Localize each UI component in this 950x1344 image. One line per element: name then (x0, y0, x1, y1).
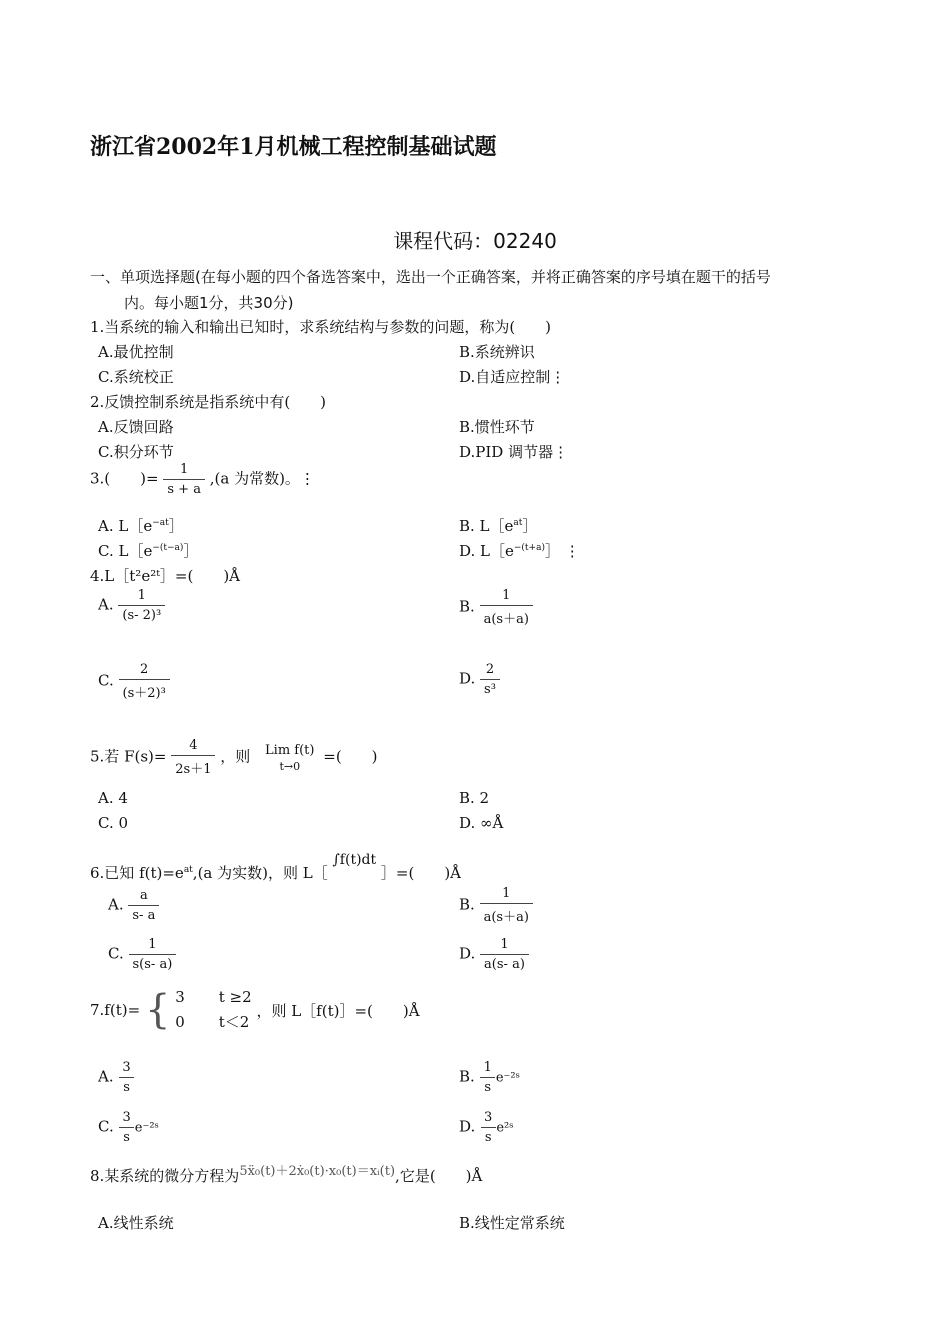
q6-option-d: D. $\frac{1}{a(s- a)}$ (459, 937, 529, 972)
q7-option-c: C. $\frac{3}{s}$ e⁻²ˢ (98, 1110, 159, 1145)
q5-option-d: D. ∞Å (459, 814, 504, 832)
q1-option-d: D.自适应控制⋮ (459, 368, 566, 386)
q8-equation: 5ẍ₀(t)＋2ẋ₀(t)·x₀(t)＝xᵢ(t) (239, 1164, 396, 1179)
q3-prefix: 3.( )= (90, 469, 159, 488)
q2-option-d: D.PID 调节器⋮ (459, 443, 569, 461)
piecewise-brace: { (144, 987, 171, 1033)
q1-option-c: C.系统校正 (98, 368, 174, 386)
question-3-stem (90, 462, 315, 497)
q3-denominator: s + a (163, 479, 205, 497)
q3-numerator: 1 (180, 462, 189, 477)
question-2-stem: 2.反馈控制系统是指系统中有( ) (90, 393, 327, 411)
q6-option-a: A. $\frac{a}{s- a}$ (108, 888, 159, 923)
question-6-stem: 6.已知 $f(t)=e^{at},(a$ 为实数)，则 L［ ∫f(t)dt ］=( )Å (90, 852, 462, 882)
q4-option-c: C. $\frac{2}{\text{(s＋2)³}}$ (98, 662, 170, 701)
q6-option-b: B. $\frac{1}{a(s+a)}$ (459, 886, 533, 925)
q3-suffix: ,(a 为常数)。⋮ (209, 469, 315, 488)
question-4-stem: 4.L［t²e²ᵗ］=( )Å (90, 567, 241, 585)
q4-option-d: D. $\frac{2}{\text{s³}}$ (459, 662, 500, 697)
q2-option-b: B.惯性环节 (459, 418, 535, 436)
q3-option-c: C. $L[e^{-(t-a)}]$ (98, 542, 199, 560)
question-7-stem: 7.f(t)= { 3 t ≥2 0 t＜2 ，则 L［f(t)］=( )Å (90, 987, 420, 1033)
q4-option-a: A. $\frac{1}{\text{(s- 2)³}}$ (98, 588, 165, 623)
q7-option-b: B. $\frac{1}{s}$ e⁻²ˢ (459, 1060, 521, 1095)
page-title: 浙江省2002年1月机械工程控制基础试题 (90, 134, 497, 160)
q1-option-b: B.系统辨识 (459, 343, 535, 361)
q6-integral: ∫f(t)dt (332, 852, 377, 868)
course-code: 课程代码：02240 (393, 229, 557, 253)
q3-option-a: A. $L[e^{-at}]$ (98, 517, 184, 535)
q7-option-a: A. $\frac{3}{s}$ (98, 1060, 135, 1095)
q2-option-a: A.反馈回路 (98, 418, 174, 436)
question-1-stem: 1.当系统的输入和输出已知时，求系统结构与参数的问题，称为( ) (90, 318, 552, 336)
q8-option-a: A.线性系统 (98, 1214, 174, 1232)
q7-option-d: D. $\frac{3}{s}$ e²ˢ (459, 1110, 514, 1145)
q1-option-a: A.最优控制 (98, 343, 174, 361)
q3-option-d: D. $L[e^{-(t+a)}]$ ⋮ (459, 542, 580, 560)
q3-option-b: B. $L[e^{at}]$ (459, 517, 538, 535)
q6-option-c: C. $\frac{1}{s(s- a)}$ (108, 937, 176, 972)
q2-option-c: C.积分环节 (98, 443, 174, 461)
question-8-stem: 8.某系统的微分方程为5ẍ₀(t)＋2ẋ₀(t)·x₀(t)＝xᵢ(t),它是( )Å (90, 1164, 483, 1185)
question-5-stem: 5.若 F(s)= $\frac{4}{2s+1}$ ，则 Lim f(t) t→0 =( ) (90, 738, 378, 777)
q8-option-b: B.线性定常系统 (459, 1214, 565, 1232)
section-heading-line2: 内。每小题1分，共30分) (124, 294, 294, 312)
q4-option-b: B. $\frac{1}{a(s+a)}$ (459, 588, 533, 627)
q5-option-a: A. 4 (98, 789, 128, 807)
q5-option-c: C. 0 (98, 814, 129, 832)
q3-fraction (163, 462, 205, 497)
section-heading-line1: 一、单项选择题(在每小题的四个备选答案中，选出一个正确答案，并将正确答案的序号填在题干的括号 (90, 268, 771, 286)
q5-option-b: B. 2 (459, 789, 490, 807)
